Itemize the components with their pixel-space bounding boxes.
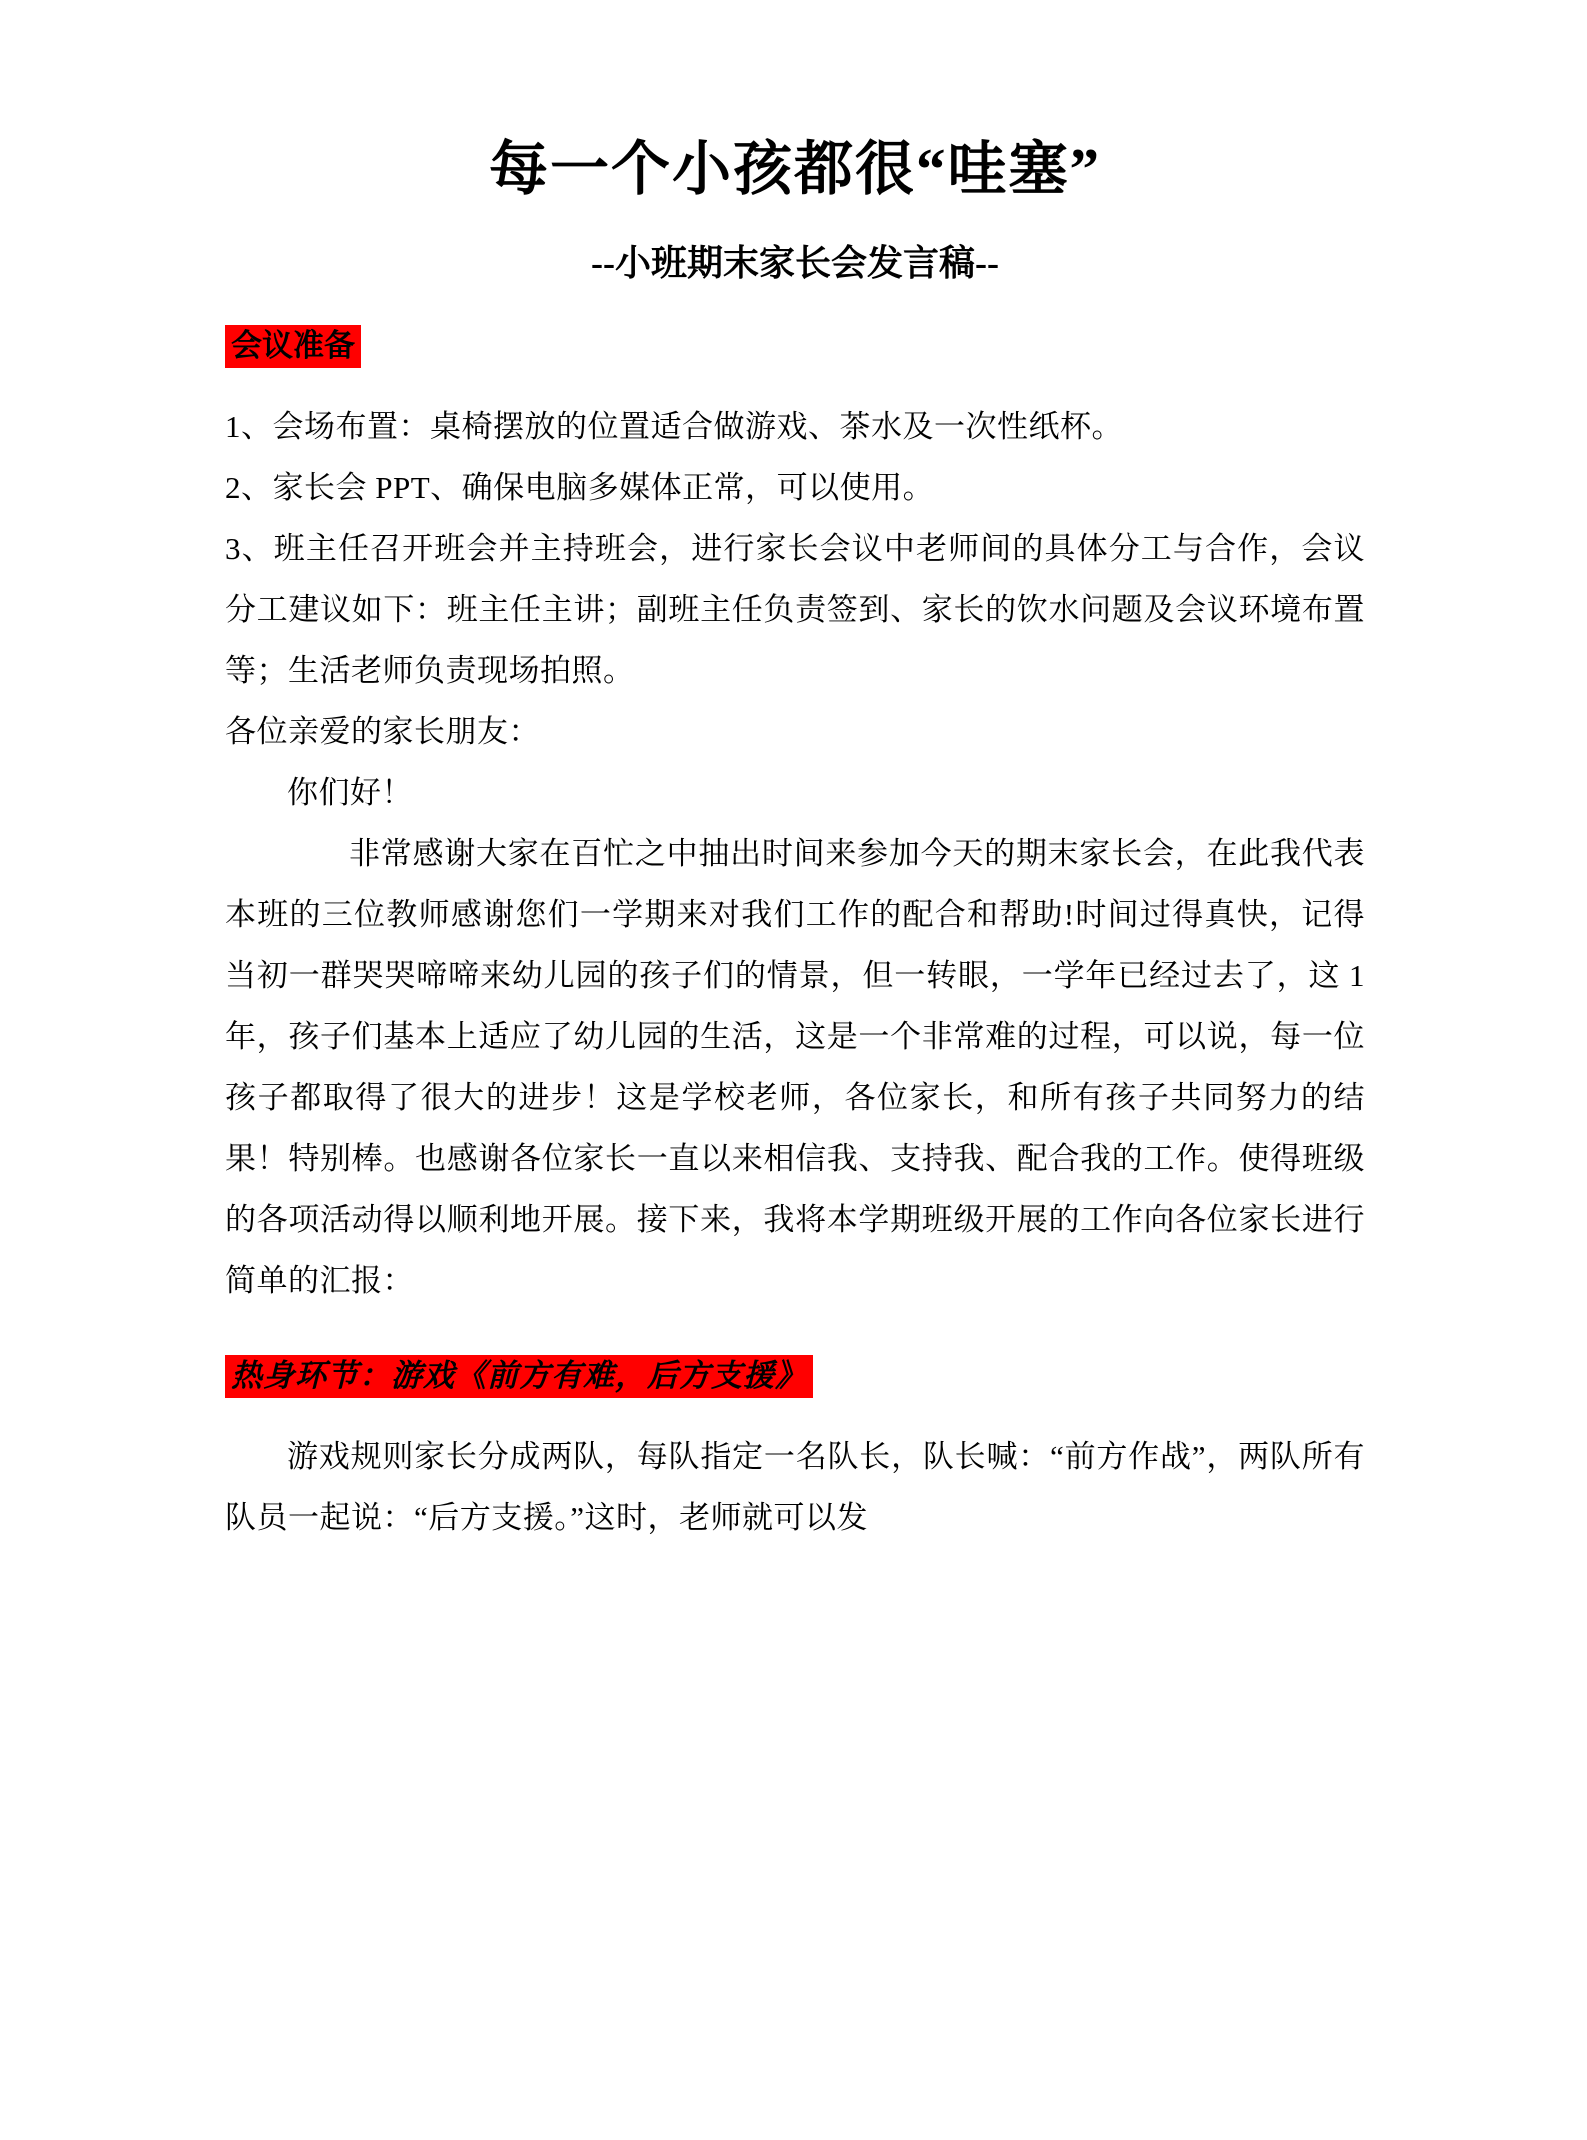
paragraph-salutation: 各位亲爱的家长朋友： (225, 714, 540, 749)
paragraph-prep-item-1: 1、会场布置：桌椅摆放的位置适合做游戏、茶水及一次性纸杯。 (225, 409, 1123, 444)
section-heading-warmup-game (225, 1311, 1365, 1398)
section-heading-highlight-text: 会议准备 (225, 325, 361, 368)
paragraph-game-rules: 游戏规则家长分成两队，每队指定一名队长，队长喊：“前方作战”，两队所有队员一起说：“后方支援。”这时，老师就可以发 (225, 1439, 1365, 1535)
page-title: 每一个小孩都很“哇塞” (488, 136, 1101, 202)
section-heading-meeting-preparation (225, 281, 1365, 368)
page-subtitle: --小班期末家长会发言稿-- (591, 243, 999, 283)
paragraph-greeting: 你们好！ (287, 775, 413, 810)
document-content (225, 0, 1365, 1548)
paragraph-prep-item-2: 2、家长会 PPT、确保电脑多媒体正常，可以使用。 (225, 470, 935, 505)
section-heading-highlight-text: 热身环节：游戏《前方有难，后方支援》 (225, 1355, 813, 1398)
paragraph-opening-remarks: 非常感谢大家在百忙之中抽出时间来参加今天的期末家长会，在此我代表本班的三位教师感谢您们一学期来对我们工作的配合和帮助!时间过得真快，记得当初一群哭哭啼啼来幼儿园的孩子们的情景，但一转眼，一学年已经过去了，这 1 年，孩子们基本上适应了幼儿园的生活，这是一个非常难的过程，可以说，每一位孩子都取得了很大的进步！这是学校老师，各位家长，和所有孩子共同努力的结果！特别棒。也感谢各位家长一直以来相信我、支持我、配合我的工作。使得班级的各项活动得以顺利地开展。接下来，我将本学期班级开展的工作向各位家长进行简单的汇报： (225, 836, 1365, 1298)
paragraph-prep-item-3: 3、班主任召开班会并主持班会，进行家长会议中老师间的具体分工与合作，会议分工建议如下：班主任主讲；副班主任负责签到、家长的饮水问题及会议环境布置等；生活老师负责现场拍照。 (225, 531, 1365, 688)
